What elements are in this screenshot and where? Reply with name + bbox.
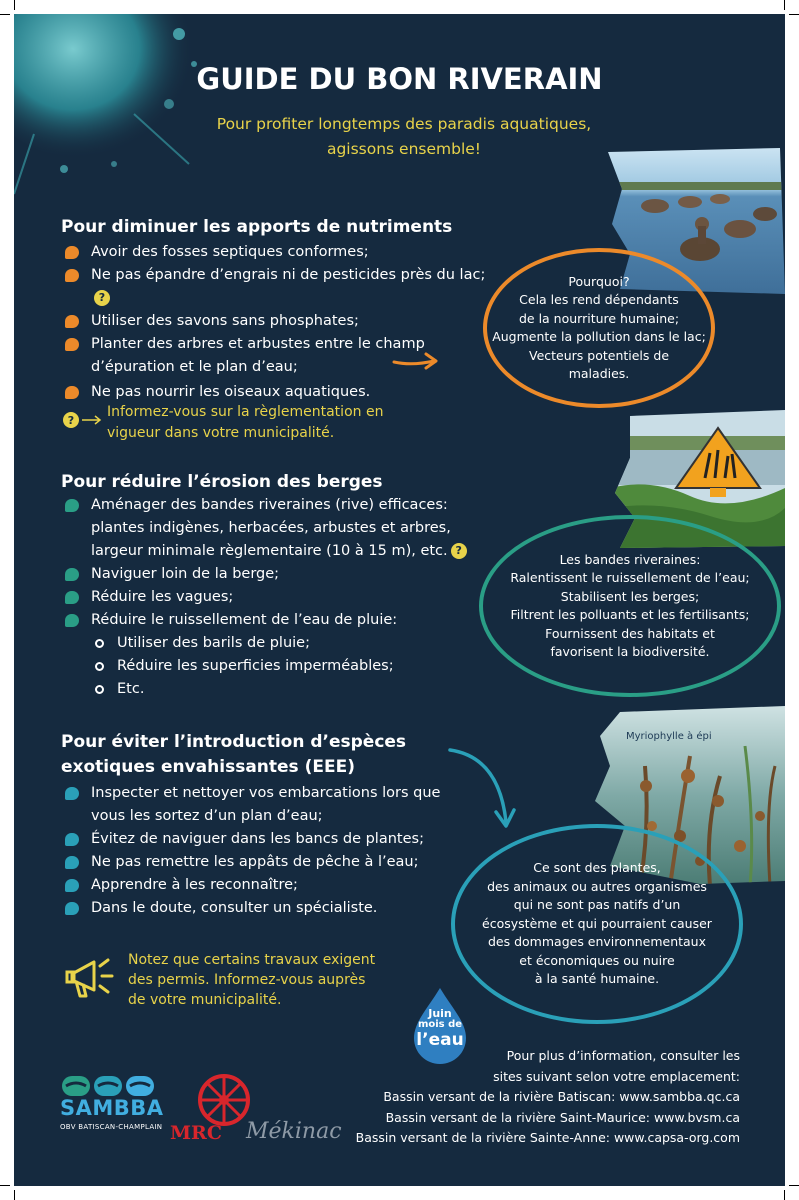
item-text: Utiliser des savons sans phosphates; (91, 313, 359, 329)
erosion-bubble (479, 515, 781, 697)
arrow-icon (392, 352, 442, 372)
list-item (65, 310, 495, 333)
item-text: Utiliser des barils de pluie; (117, 635, 310, 651)
bullet-icon (65, 902, 79, 915)
note-line: vigueur dans votre municipalité. (107, 425, 335, 441)
bubble-line: Augmente la pollution dans le lac; (492, 329, 706, 344)
list-item (65, 333, 425, 379)
info-line: Bassin versant de la rivière Saint-Maurice: www.bvsm.ca (385, 1109, 740, 1125)
bullet-icon (65, 879, 79, 892)
bubble-line: écosystème et qui pourraient causer (482, 915, 712, 931)
splash-decoration (14, 14, 234, 204)
bullet-icon (65, 499, 79, 512)
page-subtitle (154, 112, 654, 162)
question-icon: ? (94, 290, 110, 306)
heading-line: exotiques envahissantes (EEE) (61, 757, 355, 777)
bubble-line: à la santé humaine. (534, 971, 660, 987)
sambba-logo-icon (60, 1072, 160, 1098)
question-icon: ? (451, 543, 467, 559)
bubble-line: Vecteurs potentiels de (528, 347, 670, 363)
bullet-icon (65, 246, 79, 259)
bubble-line: Stabilisent les berges; (560, 588, 700, 604)
bullet-icon (65, 269, 79, 282)
bubble-line: Fournissent des habitats et (545, 625, 715, 641)
mekinac-logo-text: Mékinac (246, 1119, 342, 1144)
info-line: Bassin versant de la rivière Batiscan: www.sambba.qc.ca (383, 1089, 740, 1104)
megaphone-icon (64, 952, 120, 1002)
item-text: Réduire les superficies imperméables; (117, 658, 394, 674)
subtitle-line: Pour profiter longtemps des paradis aquatiques, (216, 115, 592, 133)
item-text: Etc. (117, 681, 145, 697)
bubble-line: Cela les rend dépendants (519, 292, 679, 307)
permit-note (128, 950, 375, 1010)
badge-line: mois de (417, 1019, 463, 1030)
bullet-icon (95, 662, 104, 671)
list-item (65, 381, 495, 404)
bubble-line: Ce sont des plantes, (533, 860, 661, 876)
note-line: Notez que certains travaux exigent (128, 952, 376, 968)
bubble-line: maladies. (568, 366, 630, 381)
svg-text:?: ? (67, 414, 75, 427)
bubble-line: Filtrent les polluants et les fertilisants; (510, 607, 750, 622)
badge-line: l’eau (416, 1030, 464, 1050)
bubble-line: Les bandes riveraines: (559, 551, 701, 567)
bullet-icon (65, 833, 79, 846)
bubble-line: des dommages environnementaux (487, 934, 707, 950)
bubble-line: des animaux ou autres organismes (487, 878, 707, 894)
crop-mark (0, 14, 10, 15)
crop-mark (784, 0, 785, 10)
bullet-icon (95, 639, 104, 648)
bullet-icon (65, 386, 79, 399)
list-item (65, 563, 505, 586)
bubble-line: de la nourriture humaine; (518, 310, 680, 326)
sub-list-item (91, 678, 451, 701)
crop-mark (789, 14, 799, 15)
item-text: Naviguer loin de la berge; (91, 566, 280, 582)
bubble-line: Ralentissent le ruissellement de l’eau; (510, 570, 750, 585)
bullet-icon (65, 787, 79, 800)
list-item (65, 494, 505, 563)
item-text: Évitez de naviguer dans les bancs de plantes; (91, 831, 424, 847)
mrc-logo-text: MRC (170, 1122, 222, 1144)
info-line: Pour plus d’information, consulter les (506, 1048, 740, 1063)
nutrients-bubble (483, 248, 715, 408)
erosion-sublist (91, 632, 451, 701)
item-text: Ne pas remettre les appâts de pêche à l’eau; (91, 854, 419, 870)
list-item (65, 897, 445, 920)
list-item (65, 851, 445, 874)
crop-mark (0, 1185, 10, 1186)
info-line: sites suivant selon votre emplacement: (493, 1068, 740, 1084)
bullet-icon (65, 856, 79, 869)
list-item (65, 609, 505, 632)
item-text: Ne pas épandre d’engrais ni de pesticides près du lac; (91, 267, 486, 283)
heading-line: Pour éviter l’introduction d’espèces (61, 732, 407, 752)
item-text: Réduire les vagues; (91, 589, 234, 605)
list-item (65, 241, 495, 264)
question-icon (62, 410, 106, 430)
item-text: Dans le doute, consulter un spécialiste. (91, 900, 378, 916)
section-heading-invasive (61, 730, 406, 780)
info-block (320, 1046, 740, 1149)
bullet-icon (65, 338, 79, 351)
bubble-line: Pourquoi? (568, 273, 630, 289)
item-text: Ne pas nourrir les oiseaux aquatiques. (91, 384, 371, 400)
bullet-icon (95, 685, 104, 694)
list-item (65, 828, 445, 851)
item-text: Réduire le ruissellement de l’eau de pluie: (91, 612, 398, 628)
bullet-icon (65, 591, 79, 604)
poster (14, 14, 785, 1186)
crop-mark (789, 1185, 799, 1186)
sub-list-item (91, 632, 451, 655)
item-text: Aménager des bandes riveraines (rive) efficaces: plantes indigènes, herbacées, arbustes et arbres, largeur minimale règlementaire (10 à 15 m), etc. (91, 497, 451, 559)
subtitle-line: agissons ensemble! (326, 140, 482, 158)
bubble-line: qui ne sont pas natifs d’un (513, 897, 681, 913)
bubble-line: favorisent la biodiversité. (550, 644, 710, 659)
item-text: Inspecter et nettoyer vos embarcations lors que vous les sortez d’un plan d’eau; (91, 785, 441, 824)
regulation-note (107, 402, 383, 444)
sub-list-item (91, 655, 451, 678)
list-item (65, 874, 445, 897)
section-heading-erosion: Pour réduire l’érosion des berges (61, 472, 383, 492)
note-line: de votre municipalité. (128, 992, 282, 1008)
arrow-icon (444, 742, 524, 837)
bullet-icon (65, 614, 79, 627)
crop-mark (784, 1190, 785, 1200)
badge-line: Juin (428, 1007, 452, 1020)
item-text: Planter des arbres et arbustes entre le champ d’épuration et le plan d’eau; (91, 336, 425, 375)
mrc-wheel-icon (196, 1072, 252, 1128)
nutrients-list (65, 241, 495, 404)
bullet-icon (65, 568, 79, 581)
sambba-logo-text: SAMBBA (60, 1096, 164, 1120)
crop-mark (14, 1190, 15, 1200)
item-text: Avoir des fosses septiques conformes; (91, 244, 369, 260)
section-heading-nutrients: Pour diminuer les apports de nutriments (61, 217, 453, 237)
info-line: Bassin versant de la rivière Sainte-Anne: www.capsa-org.com (355, 1130, 740, 1145)
erosion-list (65, 494, 505, 632)
list-item (65, 586, 505, 609)
bullet-icon (65, 315, 79, 328)
photo-caption: Myriophylle à épi (626, 731, 712, 742)
bubble-line: et économiques ou nuire (519, 952, 675, 968)
invasive-bubble (451, 824, 743, 1024)
note-line: Informez-vous sur la règlementation en (107, 404, 384, 420)
list-item (65, 264, 495, 310)
sambba-logo-subtext: OBV BATISCAN-CHAMPLAIN (60, 1123, 163, 1131)
item-text: Apprendre à les reconnaître; (91, 877, 298, 893)
crop-mark (14, 0, 15, 10)
page-title: GUIDE DU BON RIVERAIN (196, 62, 603, 96)
note-line: des permis. Informez-vous auprès (128, 972, 366, 988)
invasive-list (65, 782, 445, 920)
list-item (65, 782, 445, 828)
